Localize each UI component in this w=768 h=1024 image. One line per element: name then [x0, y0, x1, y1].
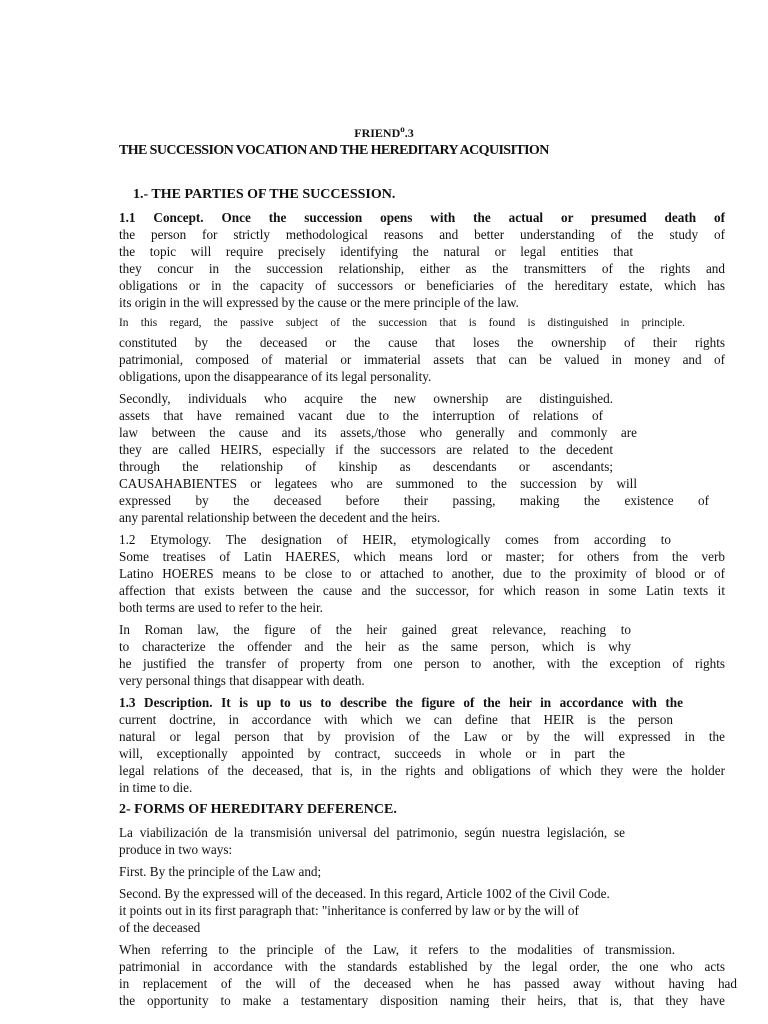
- text-line: law between the cause and its assets,/those who generally and commonly are: [119, 425, 637, 440]
- paragraph-etymology: [119, 531, 725, 616]
- text-line: Latino HOERES means to be close to or attached to another, due to the proximity of blood or of: [119, 566, 725, 581]
- text-line: 1.2 Etymology. The designation of HEIR, etymologically comes from according to: [119, 532, 671, 547]
- paragraph-second: [119, 885, 725, 936]
- text-line: in time to die.: [119, 780, 193, 795]
- text-line: expressed by the deceased before their passing, making the existence of: [119, 493, 709, 508]
- text-line: obligations, upon the disappearance of its legal personality.: [119, 369, 432, 384]
- text-line: When referring to the principle of the Law, it refers to the modalities of transmission.: [119, 942, 675, 957]
- text-line: they are called HEIRS, especially if the successors are related to the decedent: [119, 442, 613, 457]
- section-2-heading: 2- FORMS OF HEREDITARY DEFERENCE.: [119, 802, 397, 817]
- text-line: Some treatises of Latin HAERES, which means lord or master; for others from the verb: [119, 549, 725, 564]
- text-line: produce in two ways:: [119, 842, 233, 857]
- text-line: current doctrine, in accordance with which we can define that HEIR is the person: [119, 712, 673, 727]
- text-line: 1.1 Concept. Once the succession opens with the actual or presumed death of: [119, 210, 725, 225]
- text-line: constituted by the deceased or the cause that loses the ownership of their rights: [119, 335, 725, 350]
- text-line: In Roman law, the figure of the heir gained great relevance, reaching to: [119, 622, 631, 637]
- text-line: 1.3 Description. It is up to us to describe the figure of the heir in accordance with the: [119, 695, 683, 710]
- text-line: very personal things that disappear with death.: [119, 673, 365, 688]
- document-body: [119, 186, 737, 1014]
- text-line: Second. By the expressed will of the deceased. In this regard, Article 1002 of the Civil Code.: [119, 886, 610, 901]
- paragraph-first: [119, 863, 725, 880]
- chapter-label: FRIEND$^o$.3: [354, 124, 414, 140]
- text-line: Secondly, individuals who acquire the new ownership are distinguished.: [119, 391, 613, 406]
- paragraph-passive-subject: [119, 316, 725, 331]
- text-line: both terms are used to refer to the heir.: [119, 600, 323, 615]
- paragraph-roman-law: [119, 621, 725, 689]
- text-line: First. By the principle of the Law and;: [119, 864, 322, 879]
- text-line: natural or legal person that by provision of the Law or by the will expressed in the: [119, 729, 725, 744]
- text-line: obligations or in the capacity of successors or beneficiaries of the hereditary estate, which has: [119, 278, 725, 293]
- text-line: the person for strictly methodological reasons and better understanding of the study of: [119, 227, 725, 242]
- text-line: In this regard, the passive subject of the succession that is found is distinguished in principle.: [119, 317, 685, 329]
- text-line: assets that have remained vacant due to the interruption of relations of: [119, 408, 603, 423]
- text-line: of the deceased: [119, 920, 201, 935]
- paragraph-law-principle: [119, 941, 737, 1009]
- text-line: he justified the transfer of property from one person to another, with the exception of rights: [119, 656, 725, 671]
- text-line: will, exceptionally appointed by contract, succeeds in whole or in part the: [119, 746, 625, 761]
- text-line: patrimonial, composed of material or immaterial assets that can be valued in money and of: [119, 352, 725, 367]
- paragraph-concept: [119, 209, 725, 311]
- text-line: patrimonial in accordance with the standards established by the legal order, the one who acts: [119, 959, 725, 974]
- text-line: it points out in its first paragraph that: "inheritance is conferred by law or by the will of: [119, 903, 579, 918]
- section-1-heading: 1.- THE PARTIES OF THE SUCCESSION.: [133, 187, 396, 202]
- text-line: any parental relationship between the decedent and the heirs.: [119, 510, 441, 525]
- text-line: its origin in the will expressed by the cause or the mere principle of the law.: [119, 295, 519, 310]
- text-line: they concur in the succession relationship, either as the transmitters of the rights and: [119, 261, 725, 276]
- paragraph-heirs: [119, 390, 725, 526]
- paragraph-description: [119, 694, 725, 796]
- text-line: legal relations of the deceased, that is, in the rights and obligations of which they were the holder: [119, 763, 725, 778]
- text-line: to characterize the offender and the heir as the same person, which is why: [119, 639, 631, 654]
- ordinal-mark: o: [400, 124, 405, 134]
- text-line: CAUSAHABIENTES or legatees who are summoned to the succession by will: [119, 476, 637, 491]
- paragraph-deceased: [119, 334, 725, 385]
- text-line: La viabilización de la transmisión universal del patrimonio, según nuestra legislación, se: [119, 825, 625, 840]
- text-line: affection that exists between the cause and the successor, for which reason in some Latin texts it: [119, 583, 725, 598]
- text-line: the topic will require precisely identifying the natural or legal entities that: [119, 244, 633, 259]
- paragraph-viability: [119, 824, 725, 858]
- document-title: THE SUCCESSION VOCATION AND THE HEREDITARY ACQUISITION: [119, 143, 549, 158]
- text-line: through the relationship of kinship as descendants or ascendants;: [119, 459, 613, 474]
- text-line: in replacement of the will of the deceased when he has passed away without having had: [119, 976, 737, 991]
- text-line: the opportunity to make a testamentary disposition naming their heirs, that is, that they have: [119, 993, 725, 1008]
